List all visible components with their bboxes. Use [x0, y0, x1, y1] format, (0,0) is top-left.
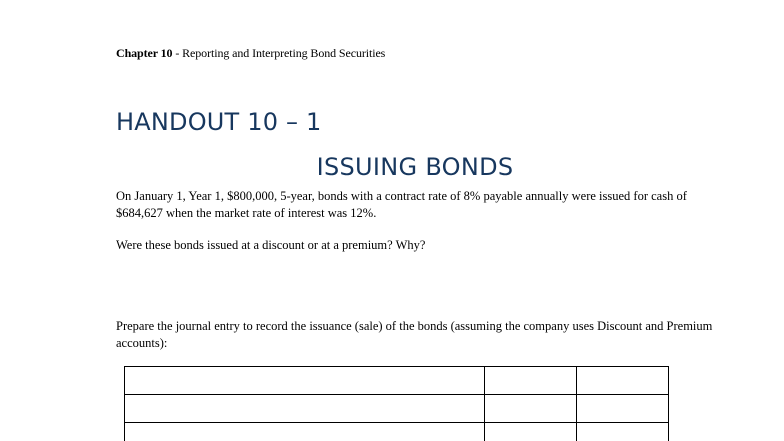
section-title: ISSUING BONDS	[316, 153, 514, 181]
credit-cell	[577, 367, 669, 395]
instruction-paragraph: Prepare the journal entry to record the issuance (sale) of the bonds (assuming the company uses Discount and Premium accounts):	[116, 319, 713, 350]
question-paragraph: Were these bonds issued at a discount or at a premium? Why?	[116, 238, 426, 252]
journal-entry-table	[124, 366, 669, 441]
credit-cell	[577, 423, 669, 441]
chapter-title: Reporting and Interpreting Bond Securities	[182, 46, 386, 60]
debit-cell	[485, 423, 577, 441]
account-cell	[125, 395, 485, 423]
header-separator: -	[172, 46, 183, 60]
account-cell	[125, 367, 485, 395]
table-row	[125, 395, 669, 423]
account-cell	[125, 423, 485, 441]
credit-cell	[577, 395, 669, 423]
running-header	[116, 46, 385, 61]
chapter-label: Chapter 10	[116, 46, 173, 60]
debit-cell	[485, 367, 577, 395]
debit-cell	[485, 395, 577, 423]
table-row	[125, 367, 669, 395]
handout-title: HANDOUT 10 – 1	[116, 108, 322, 136]
table-row	[125, 423, 669, 441]
scenario-paragraph: On January 1, Year 1, $800,000, 5-year, bonds with a contract rate of 8% payable annually were issued for cash of $684,627 when the market rate of interest was 12%.	[116, 189, 687, 220]
